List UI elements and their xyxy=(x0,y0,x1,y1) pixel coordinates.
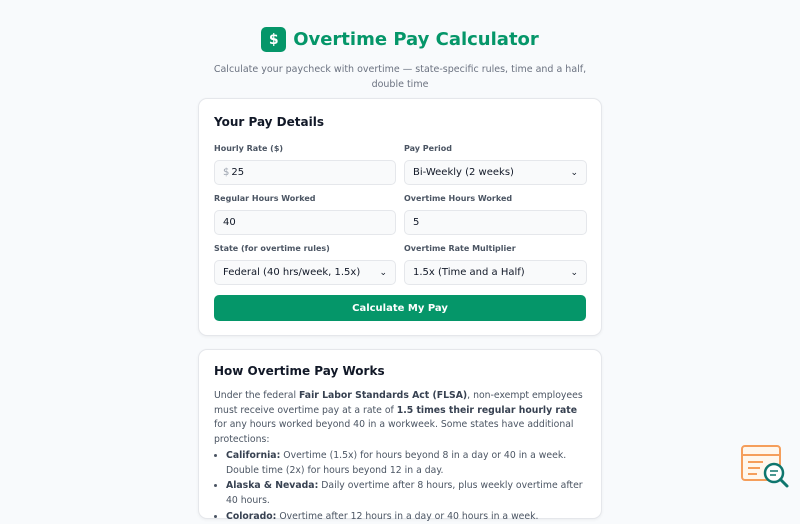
state-value: Federal (40 hrs/week, 1.5x) xyxy=(223,267,361,278)
list-item xyxy=(226,449,586,478)
hourly-rate-label: Hourly Rate ($) xyxy=(214,144,284,153)
regular-hours-input[interactable] xyxy=(214,210,396,235)
pay-period-label: Pay Period xyxy=(404,144,452,153)
chevron-down-icon: ⌄ xyxy=(379,267,387,278)
pay-period-field xyxy=(404,144,587,185)
overtime-hours-field xyxy=(404,194,587,235)
dollar-icon: $ xyxy=(261,27,286,52)
state-rules-list xyxy=(226,449,586,524)
list-item-heading: Alaska & Nevada: xyxy=(226,480,319,492)
pay-details-title: Your Pay Details xyxy=(214,115,324,129)
intro-text: , non-exempt employees must receive overtime pay at a rate of xyxy=(214,390,583,416)
calculate-button[interactable]: Calculate My Pay xyxy=(214,295,586,321)
pay-details-grid xyxy=(214,144,586,294)
multiplier-select[interactable] xyxy=(404,260,587,285)
list-item-text: Overtime (1.5x) for hours beyond 8 in a day or 40 in a week. Double time (2x) for hours beyond 12 in a day. xyxy=(226,449,567,476)
hourly-rate-input[interactable] xyxy=(214,160,396,185)
overtime-info-card xyxy=(198,349,602,522)
list-item-heading: California: xyxy=(226,449,281,461)
hourly-rate-field xyxy=(214,144,396,185)
search-document-icon[interactable] xyxy=(741,445,791,489)
title-row xyxy=(0,27,800,52)
overtime-info-intro xyxy=(214,389,586,448)
rate-text: 1.5 times their regular hourly rate xyxy=(396,404,578,416)
state-field xyxy=(214,244,396,285)
list-item-text: Daily overtime after 8 hours, plus weekly overtime after 40 hours. xyxy=(226,480,583,506)
pay-period-select[interactable] xyxy=(404,160,587,185)
regular-hours-field xyxy=(214,194,396,235)
pay-details-card xyxy=(198,98,602,336)
page-subtitle: Calculate your paycheck with overtime — state-specific rules, time and a half, double time xyxy=(213,64,587,90)
overtime-hours-label: Overtime Hours Worked xyxy=(404,194,513,203)
state-label: State (for overtime rules) xyxy=(214,244,330,253)
list-item-heading: Colorado: xyxy=(226,510,277,522)
flsa-text: Fair Labor Standards Act (FLSA) xyxy=(298,390,468,401)
currency-prefix: $ xyxy=(223,167,230,178)
list-item xyxy=(226,510,586,524)
overtime-hours-value: 5 xyxy=(413,217,420,228)
multiplier-label: Overtime Rate Multiplier xyxy=(404,244,516,253)
regular-hours-label: Regular Hours Worked xyxy=(214,194,316,203)
intro-text: for any hours worked beyond 40 in a workweek. Some states have additional protections: xyxy=(214,419,574,446)
chevron-down-icon: ⌄ xyxy=(570,167,578,178)
pay-period-value: Bi-Weekly (2 weeks) xyxy=(413,167,514,178)
multiplier-field xyxy=(404,244,587,285)
state-select[interactable] xyxy=(214,260,396,285)
chevron-down-icon: ⌄ xyxy=(570,267,578,278)
list-item xyxy=(226,479,586,508)
page-title: Overtime Pay Calculator xyxy=(293,29,539,50)
list-item-text: Overtime after 12 hours in a day or 40 hours in a week. xyxy=(276,510,539,522)
regular-hours-value: 40 xyxy=(223,217,236,228)
multiplier-value: 1.5x (Time and a Half) xyxy=(413,267,525,278)
overtime-info-title: How Overtime Pay Works xyxy=(214,364,385,378)
hourly-rate-value: 25 xyxy=(231,167,245,178)
overtime-hours-input[interactable] xyxy=(404,210,587,235)
page-header xyxy=(0,0,800,92)
intro-text: Under the federal xyxy=(214,390,299,401)
